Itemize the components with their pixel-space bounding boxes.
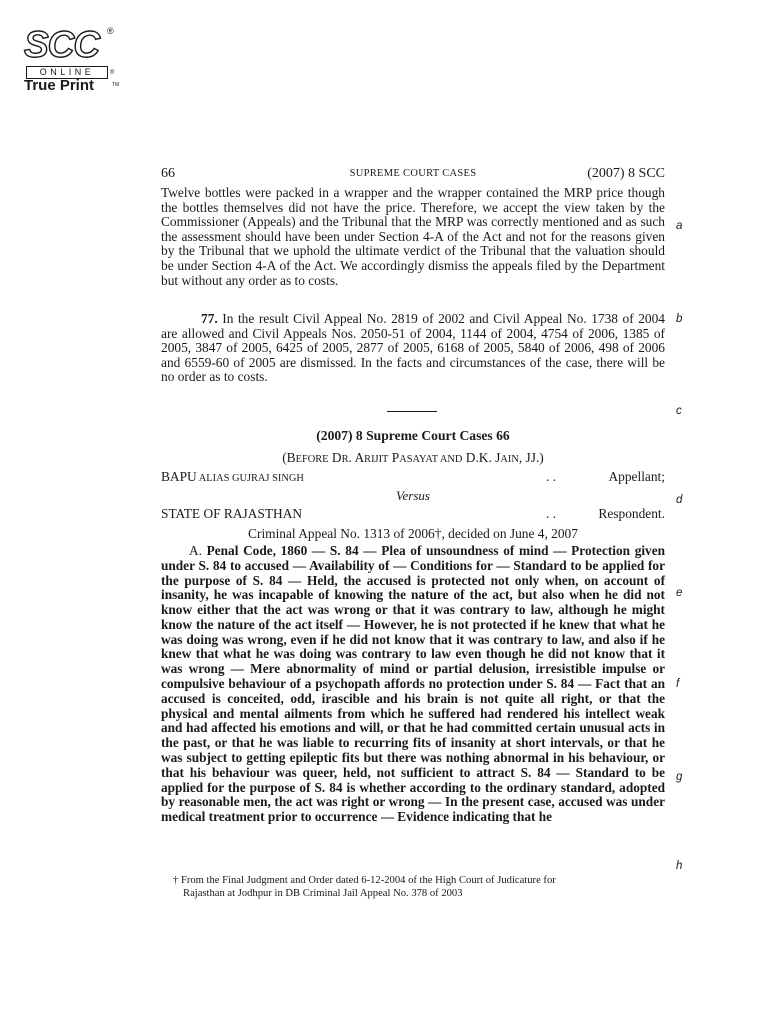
footnote-line-2: Rajasthan at Jodhpur in DB Criminal Jail Appeal No. 378 of 2003 [183,888,463,899]
scc-online-logo [22,26,118,92]
logo-online-text: ONLINE [26,66,108,79]
respondent-name: STATE OF RAJASTHAN [161,506,303,521]
appellant-name: BAPU ALIAS GUJRAJ SINGH [161,469,304,484]
logo-true-print-text: True Print [24,77,95,94]
footnote [173,874,665,900]
respondent-role: Respondent. [598,506,665,521]
running-citation: (2007) 8 SCC [587,166,665,181]
versus-label: Versus [396,488,430,503]
paragraph-continuation: Twelve bottles were packed in a wrapper and the wrapper contained the MRP price though the bottles themselves did not have the price. Therefore, we accept the view taken by the Commissioner (Appeals) and the Tribunal that the MRP was correctly mentioned and as such the assessment should have been under Section 4-A of the Act and not for the reasons given by the Tribunal that we uphold the ultimate verdict of the Tribunal that the valuation should be under Section 4-A of the Act. We accordingly dismiss the appeals filed by the Department but without any order as to costs. [161,185,665,288]
headnote-text: Penal Code, 1860 — S. 84 — Plea of unsoundness of mind — Protection given under S. 84 to accused — Availability of — Conditions for — Standard to be applied for the purpose of S. 84 — Held, the accused is protected not only when, on account of insanity, he was incapable of knowing the nature of the act, but also when he did not know either that the act was wrong or that it was contrary to law, although he might know the nature of the act itself — However, he is not protected if he knew that what he was doing was wrong, even if he did not know that it was contrary to law, and also if he knew that what he was doing was contrary to law even though he did not know that it was wrong — Mere abnormality of mind or partial delusion, irresistible impulse or compulsive behaviour of a psychopath affords no protection under S. 84 — Fact that an accused is conceited, odd, irascible and his brain is not quite all right, or that the physical and mental ailments from which he suffered had rendered his intellect weak and had affected his emotions and will, or that he had committed certain unusual acts in the past, or that he was liable to recurring fits of insanity at short intervals, or that he was subject to getting epileptic fits but there was nothing abnormal in his behaviour, or that his behaviour was queer, held, not sufficient to attract S. 84 — Standard to be applied for the purpose of S. 84 is whether according to the ordinary standard, adopted by reasonable men, the act was right or wrong — In the present case, accused was under medical treatment prior to occurrence — Evidence indicating that he [161,543,665,825]
margin-letter-d: d [676,494,683,506]
margin-letter-h: h [676,860,683,872]
section-separator [387,411,437,412]
appellant-dots: . . [546,469,557,484]
margin-letter-c: c [676,405,682,417]
paragraph-77-text: In the result Civil Appeal No. 2819 of 2002 and Civil Appeal No. 1738 of 2004 are allowed and Civil Appeals Nos. 2050-51 of 2004, 1144 of 2004, 4754 of 2006, 1385 of 2005, 3847 of 2005, 6425 of 2005, 2877 of 2005, 6168 of 2005, 5840 of 2006, 498 of 2006 and 6559-60 of 2005 are dismissed. In the facts and circumstances of the case, there will be no order as to costs. [161,311,665,385]
appellant-role: Appellant; [608,469,665,484]
margin-letter-g: g [676,771,683,783]
paragraph-number: 77. [201,311,218,326]
running-title: SUPREME COURT CASES [349,168,477,179]
margin-letter-f: f [676,678,680,690]
appellant-row [161,469,665,485]
page-number: 66 [161,166,175,181]
margin-letter-b: b [676,313,683,325]
respondent-dots: . . [546,506,557,521]
margin-letter-a: a [676,220,683,232]
paragraph-77 [161,312,665,385]
respondent-row [161,506,665,522]
logo-tm-mark: TM [112,82,120,88]
appeal-details: Criminal Appeal No. 1313 of 2006†, decided on June 4, 2007 [248,526,578,541]
headnote-a [161,544,665,825]
logo-scc-text: SCC [24,24,100,65]
logo-registered-mark: ® [107,26,114,36]
margin-letter-e: e [676,587,683,599]
logo-online-mark: ® [110,70,115,76]
running-header [161,166,665,184]
case-citation: (2007) 8 Supreme Court Cases 66 [316,428,510,443]
headnote-label: A. [189,543,207,558]
bench-line: (BEFORE DR. ARIJIT PASAYAT AND D.K. JAIN, JJ.) [282,450,544,465]
footnote-line-1: † From the Final Judgment and Order dated 6-12-2004 of the High Court of Judicature for [173,875,556,886]
